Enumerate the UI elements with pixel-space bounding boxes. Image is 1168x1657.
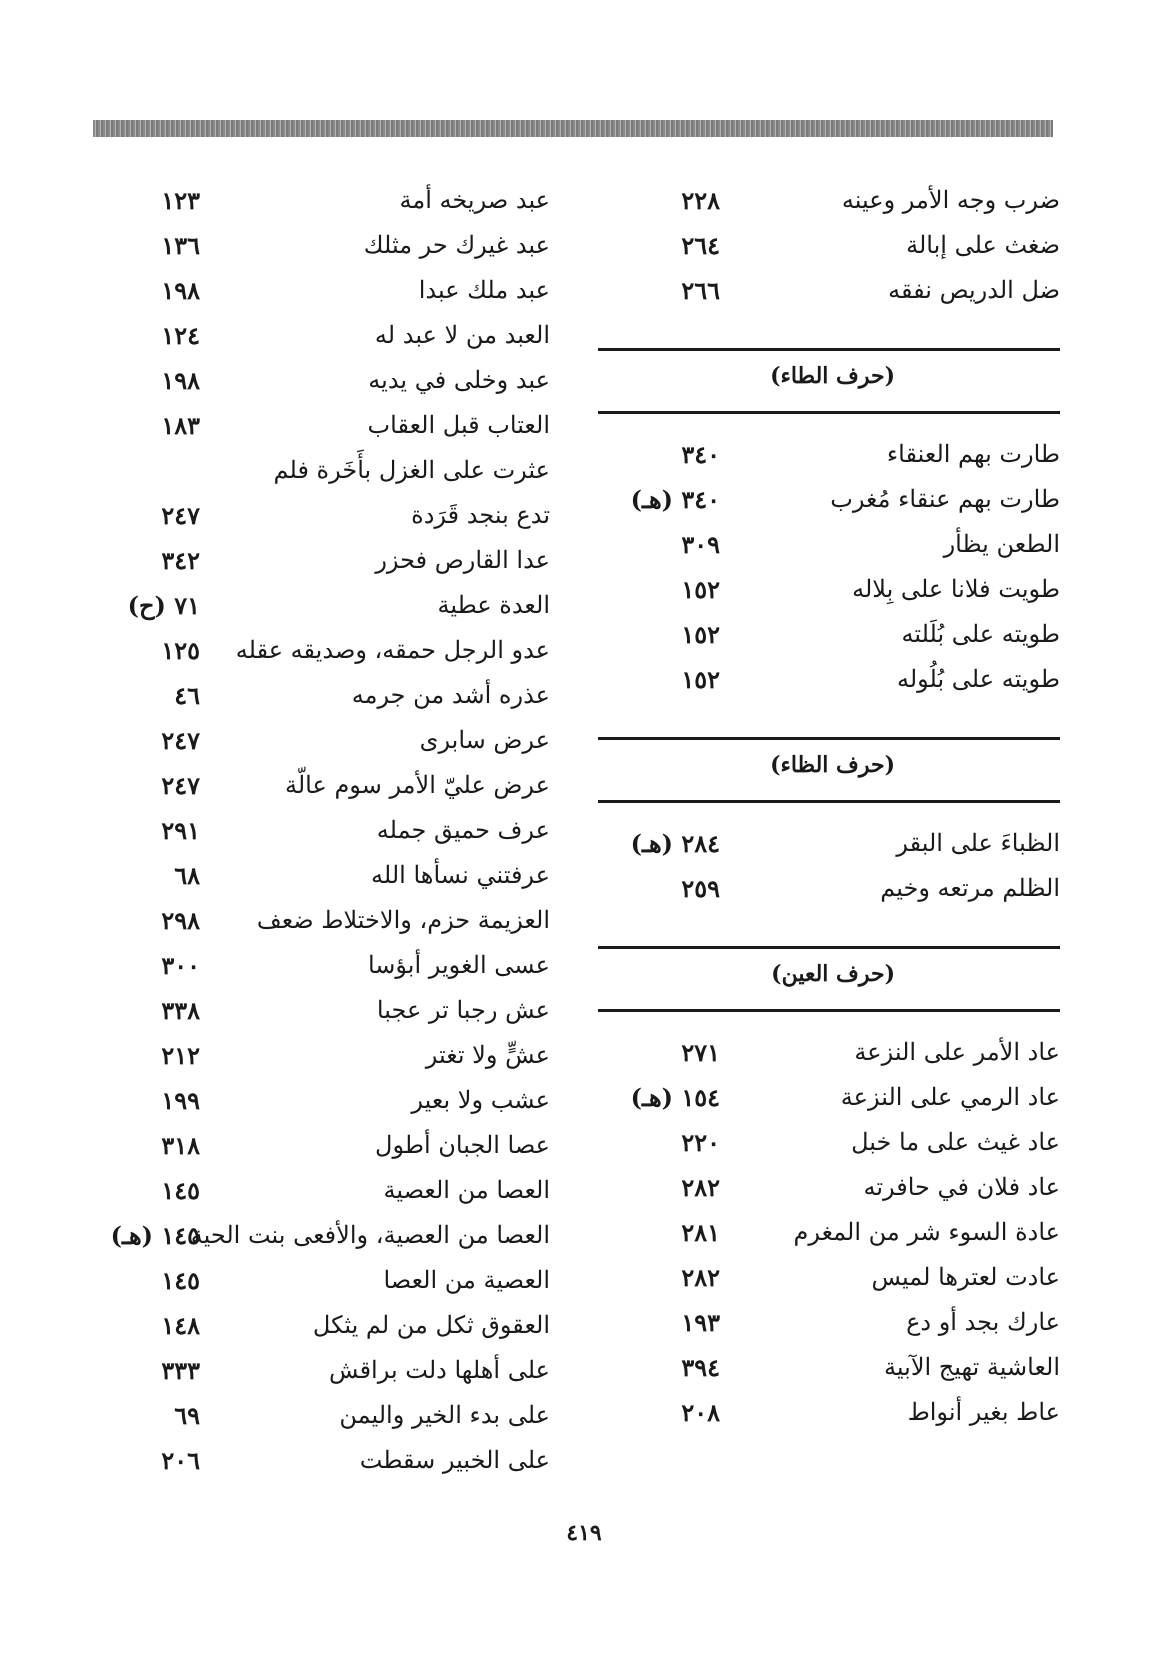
index-entry bbox=[100, 1258, 550, 1303]
entry-phrase: عدا القارص فحزر bbox=[375, 546, 550, 574]
index-entry bbox=[100, 808, 550, 853]
entry-phrase: العبد من لا عبد له bbox=[374, 321, 550, 349]
index-entry bbox=[598, 1075, 1060, 1120]
index-entry bbox=[100, 763, 550, 808]
entry-page: ٢٤٧ bbox=[161, 726, 200, 755]
index-entry bbox=[598, 1300, 1060, 1345]
index-entry bbox=[598, 1345, 1060, 1390]
index-entry bbox=[598, 1255, 1060, 1300]
entry-phrase: على أهلها دلت براقش bbox=[328, 1356, 550, 1384]
index-entry bbox=[100, 673, 550, 718]
entry-phrase: طويته على بُلُوله bbox=[896, 665, 1060, 693]
index-entry bbox=[100, 1168, 550, 1213]
index-entry bbox=[598, 567, 1060, 612]
entry-phrase: العتاب قبل العقاب bbox=[367, 411, 550, 439]
entry-phrase: الظلم مرتعه وخيم bbox=[880, 874, 1060, 902]
entry-page: ٣٠٠ bbox=[161, 951, 200, 980]
entry-page: ٢٦٤ bbox=[681, 231, 720, 260]
index-entry bbox=[100, 718, 550, 763]
index-entry bbox=[100, 313, 550, 358]
entry-phrase: عبد صريخه أمة bbox=[399, 186, 550, 214]
entry-page: ٤٦ bbox=[174, 681, 200, 710]
entry-page: ٣٣٨ bbox=[161, 996, 200, 1025]
entry-page: ٣٣٣ bbox=[161, 1356, 200, 1385]
entry-page: ٢١٢ bbox=[161, 1041, 200, 1070]
entry-phrase: عبد غيرك حر مثلك bbox=[363, 231, 550, 259]
index-entry bbox=[100, 268, 550, 313]
index-entry bbox=[100, 898, 550, 943]
index-entry bbox=[100, 1078, 550, 1123]
index-entry bbox=[598, 1030, 1060, 1075]
entry-page: ١٥٢ bbox=[681, 620, 720, 649]
entry-page: ١٢٤ bbox=[161, 321, 200, 350]
entry-phrase: الطعن يظأر bbox=[943, 530, 1060, 558]
section-entries-ta bbox=[598, 432, 1060, 702]
section-title: (حرف الظاء) bbox=[770, 752, 895, 778]
entry-page: ١٩٨ bbox=[161, 276, 200, 305]
index-entry bbox=[598, 178, 1060, 223]
index-entry bbox=[598, 612, 1060, 657]
index-entry bbox=[598, 432, 1060, 477]
index-entry bbox=[598, 477, 1060, 522]
entry-phrase: العصا من العصية، والأفعى بنت الحية bbox=[190, 1221, 550, 1249]
index-entry bbox=[598, 522, 1060, 567]
page-number: ٤١٩ bbox=[566, 1520, 602, 1546]
index-entry bbox=[598, 1390, 1060, 1435]
entry-phrase: عصا الجبان أطول bbox=[375, 1131, 550, 1159]
index-entry bbox=[100, 988, 550, 1033]
entry-phrase: عاد الأمر على النزعة bbox=[854, 1038, 1060, 1066]
entry-page: ٣٤٠ bbox=[681, 440, 720, 469]
entry-page: ٣٠٩ bbox=[681, 530, 720, 559]
entry-page: ٣١٨ bbox=[161, 1131, 200, 1160]
intro-entries bbox=[598, 178, 1060, 313]
entry-page: ٦٩ bbox=[174, 1401, 200, 1430]
left-column bbox=[100, 178, 550, 1483]
entry-page: ١٤٥ bbox=[161, 1176, 200, 1205]
entry-page: ٣٤٠ (هـ) bbox=[630, 485, 720, 514]
entry-page: ٢٩٨ bbox=[161, 906, 200, 935]
entry-page: ٢٨١ bbox=[681, 1218, 720, 1247]
entry-phrase: ضرب وجه الأمر وعينه bbox=[841, 186, 1060, 214]
entry-phrase: طويت فلانا على بِلاله bbox=[852, 575, 1060, 603]
entry-page: ١٥٢ bbox=[681, 575, 720, 604]
entry-phrase: طارت بهم عنقاء مُغرب bbox=[830, 485, 1060, 513]
entry-phrase: عذره أشد من جرمه bbox=[351, 681, 550, 709]
entry-phrase: عسى الغوير أبؤسا bbox=[367, 951, 550, 979]
index-entry bbox=[100, 1438, 550, 1483]
entry-phrase: طارت بهم العنقاء bbox=[886, 440, 1060, 468]
index-entry bbox=[598, 1165, 1060, 1210]
entry-phrase: عثرت على الغزل بأَخَرة فلم bbox=[273, 456, 550, 484]
index-entry bbox=[100, 1213, 550, 1258]
entry-phrase: عرف حميق جمله bbox=[376, 816, 550, 844]
entry-phrase: العاشية تهيج الآبية bbox=[884, 1353, 1060, 1381]
section-entries-za bbox=[598, 821, 1060, 911]
entry-page: ٢٧١ bbox=[681, 1038, 720, 1067]
entry-page: ١٤٨ bbox=[161, 1311, 200, 1340]
entry-page: ٢٠٦ bbox=[161, 1446, 200, 1475]
entry-phrase: على بدء الخير واليمن bbox=[339, 1401, 550, 1429]
entry-page: ١٥٢ bbox=[681, 665, 720, 694]
entry-phrase: على الخبير سقطت bbox=[359, 1446, 550, 1474]
section-heading-za bbox=[598, 737, 1060, 803]
entry-phrase: ضل الدريص نفقه bbox=[888, 276, 1060, 304]
index-entry bbox=[598, 821, 1060, 866]
header-rule bbox=[93, 120, 1053, 137]
entry-phrase: عادت لعترها لميس bbox=[871, 1263, 1060, 1291]
entry-phrase: العصية من العصا bbox=[383, 1266, 550, 1294]
entry-phrase: عدو الرجل حمقه، وصديقه عقله bbox=[235, 636, 550, 664]
index-entry bbox=[598, 268, 1060, 313]
entry-page: ٣٩٤ bbox=[681, 1353, 720, 1382]
right-column bbox=[598, 178, 1060, 1435]
index-entry bbox=[100, 358, 550, 403]
index-entry bbox=[598, 866, 1060, 911]
index-entry bbox=[100, 403, 550, 448]
index-entry bbox=[100, 943, 550, 988]
entry-page: ٢٠٨ bbox=[681, 1398, 720, 1427]
index-entry bbox=[100, 1123, 550, 1168]
entry-phrase: عبد ملك عبدا bbox=[418, 276, 550, 304]
entry-page: ٢٨٢ bbox=[681, 1173, 720, 1202]
entry-phrase: العدة عطية bbox=[437, 591, 550, 619]
entry-page: ٢٨٢ bbox=[681, 1263, 720, 1292]
entry-phrase: الظباءَ على البقر bbox=[896, 829, 1060, 857]
entry-phrase: عبد وخلى في يديه bbox=[368, 366, 550, 394]
entry-phrase: العصا من العصية bbox=[383, 1176, 550, 1204]
entry-page: ٢٨٤ (هـ) bbox=[630, 829, 720, 858]
index-entry bbox=[598, 223, 1060, 268]
entry-page: ١٨٣ bbox=[161, 411, 200, 440]
section-heading-ta bbox=[598, 348, 1060, 414]
entry-page: ٢٩١ bbox=[161, 816, 200, 845]
entry-page: ١٩٣ bbox=[681, 1308, 720, 1337]
section-title: (حرف الطاء) bbox=[770, 363, 895, 389]
entry-page: ١٩٩ bbox=[161, 1086, 200, 1115]
entry-page: ٧١ (ح) bbox=[127, 591, 200, 620]
entry-page: ١٤٥ (هـ) bbox=[110, 1221, 200, 1250]
entry-page: ٢٢٠ bbox=[681, 1128, 720, 1157]
entry-page: ٢٥٩ bbox=[681, 874, 720, 903]
entry-phrase: عشب ولا بعير bbox=[411, 1086, 550, 1114]
entry-phrase: ضغث على إبالة bbox=[906, 231, 1060, 259]
index-entry bbox=[100, 628, 550, 673]
entry-phrase: عاد الرمي على النزعة bbox=[840, 1083, 1060, 1111]
entry-phrase: عارك بجد أو دع bbox=[906, 1308, 1060, 1336]
section-title: (حرف العين) bbox=[771, 961, 895, 987]
entry-page: ٢٤٧ bbox=[161, 771, 200, 800]
index-entry bbox=[598, 1120, 1060, 1165]
index-entry bbox=[100, 853, 550, 898]
entry-page: ١٢٥ bbox=[161, 636, 200, 665]
index-entry bbox=[598, 657, 1060, 702]
entry-phrase: عرض سابرى bbox=[419, 726, 550, 754]
entry-phrase: العزيمة حزم، والاختلاط ضعف bbox=[256, 906, 550, 934]
index-entry bbox=[100, 1393, 550, 1438]
index-entry bbox=[100, 178, 550, 223]
entry-phrase: عادة السوء شر من المغرم bbox=[793, 1218, 1060, 1246]
entry-phrase: عاد فلان في حافرته bbox=[863, 1173, 1060, 1201]
entry-page: ١٢٣ bbox=[161, 186, 200, 215]
entry-phrase: عرفتني نسأها الله bbox=[371, 861, 550, 889]
index-entry bbox=[100, 448, 550, 493]
index-entry bbox=[598, 1210, 1060, 1255]
entry-phrase: العقوق ثكل من لم يثكل bbox=[312, 1311, 550, 1339]
entry-page: ٢٦٦ bbox=[681, 276, 720, 305]
entry-phrase: عاد غيث على ما خبل bbox=[851, 1128, 1060, 1156]
entry-page: ١٥٤ (هـ) bbox=[630, 1083, 720, 1112]
section-entries-ain bbox=[598, 1030, 1060, 1435]
entry-phrase: تدع بنجد قَرَدة bbox=[411, 501, 550, 529]
index-entry bbox=[100, 493, 550, 538]
entry-page: ١٤٥ bbox=[161, 1266, 200, 1295]
index-entry bbox=[100, 1303, 550, 1348]
entry-page: ٢٤٧ bbox=[161, 501, 200, 530]
entry-phrase: عرض عليّ الأمر سوم عالّة bbox=[285, 771, 550, 799]
entry-phrase: عشٍّ ولا تغتر bbox=[425, 1041, 550, 1069]
entry-page: ١٣٦ bbox=[161, 231, 200, 260]
index-entry bbox=[100, 583, 550, 628]
entry-page: ٢٢٨ bbox=[681, 186, 720, 215]
entry-phrase: طويته على بُلَلته bbox=[901, 620, 1060, 648]
index-entry bbox=[100, 223, 550, 268]
entry-page: ٦٨ bbox=[174, 861, 200, 890]
entry-phrase: عش رجبا تر عجبا bbox=[376, 996, 550, 1024]
section-heading-ain bbox=[598, 946, 1060, 1012]
entry-page: ٣٤٢ bbox=[161, 546, 200, 575]
entry-phrase: عاط بغير أنواط bbox=[907, 1398, 1060, 1426]
index-entry bbox=[100, 1033, 550, 1078]
index-entry bbox=[100, 538, 550, 583]
index-entry bbox=[100, 1348, 550, 1393]
entry-page: ١٩٨ bbox=[161, 366, 200, 395]
